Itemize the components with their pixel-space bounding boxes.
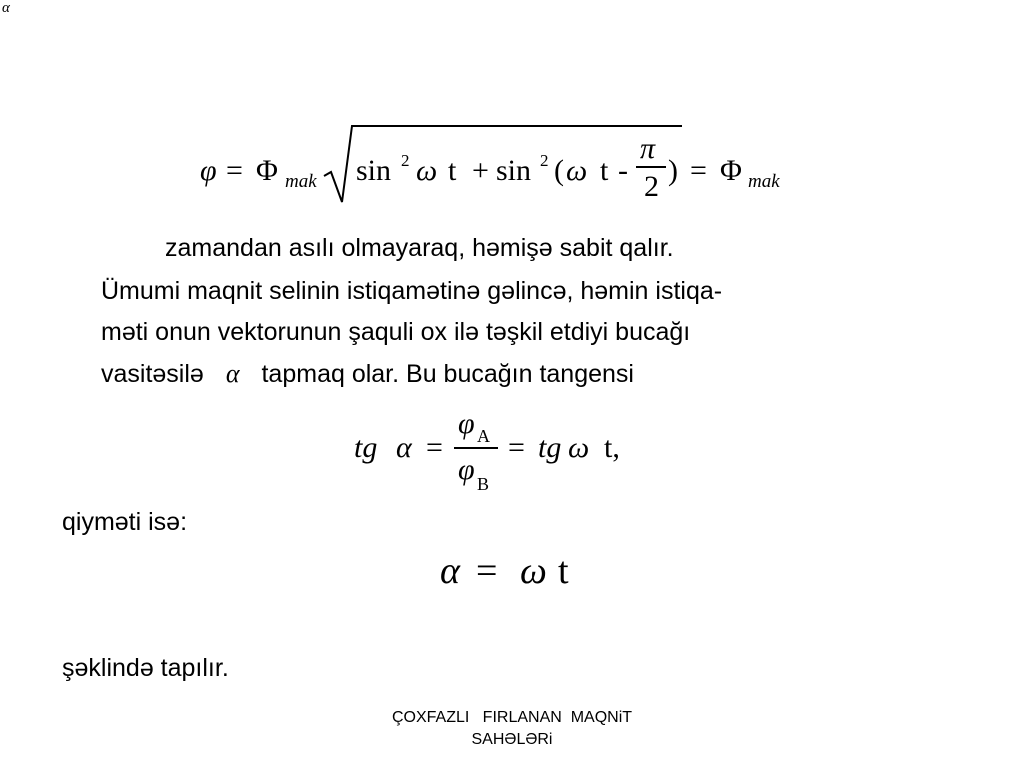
time-variable: t, <box>604 431 620 464</box>
slide-footer <box>312 707 712 751</box>
omega-symbol: ω <box>566 154 588 187</box>
equals-sign: = <box>690 154 707 187</box>
paragraph-line <box>101 361 634 387</box>
angle-formula <box>440 550 600 595</box>
alpha-symbol: α <box>396 431 412 464</box>
exponent-2: 2 <box>540 151 549 170</box>
omega-symbol: ω <box>568 431 590 464</box>
time-variable: t <box>448 154 457 187</box>
omega-symbol: ω <box>520 550 547 592</box>
footer-line: ÇOXFAZLI FIRLANAN MAQNiT <box>391 709 633 726</box>
capital-phi-symbol: Φ <box>256 154 278 187</box>
paragraph-line: Ümumi maqnit selinin istiqamətinə gəlincə, həmin istiqa- <box>101 277 723 305</box>
tg-function: tg <box>538 431 562 464</box>
paragraph-text: tapmaq olar. Bu bucağın tangensi <box>261 360 634 388</box>
flux-formula <box>196 122 796 206</box>
capital-phi-symbol: Φ <box>720 154 742 187</box>
minus-sign: - <box>618 154 628 187</box>
paragraph-text: vasitəsilə <box>101 360 204 388</box>
time-variable: t <box>600 154 609 187</box>
omega-symbol: ω <box>416 154 438 187</box>
corner-alpha-symbol: α <box>2 0 10 16</box>
phi-symbol: φ <box>200 154 217 187</box>
exponent-2: 2 <box>401 151 410 170</box>
alpha-symbol: α <box>440 550 460 592</box>
footer-line: SAHƏLƏRi <box>471 731 553 748</box>
paragraph-line: məti onun vektorunun şaquli ox ilə təşkil etdiyi bucağı <box>101 318 691 346</box>
equals-sign: = <box>508 431 525 464</box>
sin-function: sin <box>356 154 392 187</box>
subscript-mak: mak <box>285 171 317 192</box>
phi-symbol: φ <box>458 407 475 440</box>
time-variable: t <box>558 550 569 592</box>
open-parenthesis: ( <box>554 154 564 187</box>
tangent-formula <box>350 405 650 500</box>
fraction-bar <box>454 447 498 449</box>
subscript-b: B <box>477 474 490 494</box>
equals-sign: = <box>426 431 443 464</box>
phi-symbol: φ <box>458 453 475 486</box>
alpha-symbol: α <box>225 359 240 388</box>
close-parenthesis: ) <box>668 154 678 187</box>
equals-sign: = <box>226 154 243 187</box>
fraction-bar <box>636 166 666 168</box>
plus-sign: + <box>472 154 489 187</box>
paragraph-line: zamandan asılı olmayaraq, həmişə sabit qalır. <box>165 234 674 262</box>
denominator-2: 2 <box>644 170 659 203</box>
paragraph-line: qiyməti isə: <box>62 508 188 536</box>
subscript-mak: mak <box>748 171 780 192</box>
tg-function: tg <box>354 431 378 464</box>
subscript-a: A <box>477 426 490 446</box>
paragraph-line: şəklində tapılır. <box>62 654 229 682</box>
sin-function: sin <box>496 154 532 187</box>
equals-sign: = <box>476 550 498 592</box>
pi-symbol: π <box>640 132 656 165</box>
